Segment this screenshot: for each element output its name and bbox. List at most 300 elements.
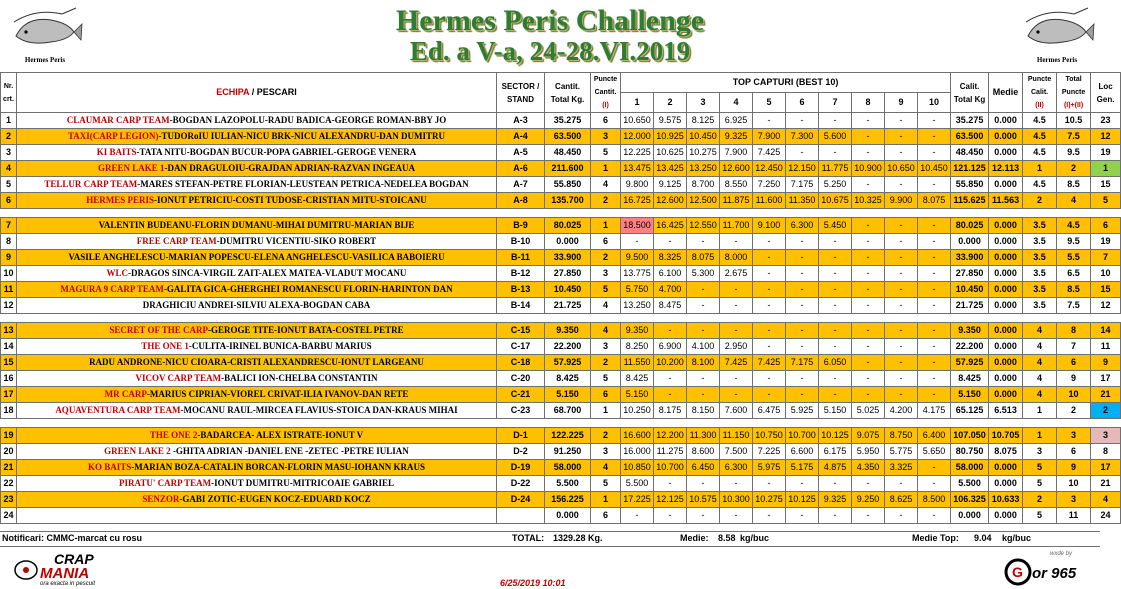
team-members: VALENTIN BUDEANU-FLORIN DUMANU-MIHAI DUMITRU-MARIAN BIJE — [98, 220, 415, 230]
capture-value: 12.550 — [687, 218, 720, 234]
crap-logo-word2: MANIA — [40, 565, 90, 582]
capture-value: 7.900 — [720, 145, 753, 161]
table-row — [1, 193, 1121, 209]
team-name: WLC — [106, 268, 129, 278]
sector-stand: C-21 — [497, 387, 545, 403]
team-cell — [17, 444, 497, 460]
capture-value: 6.450 — [687, 460, 720, 476]
calitate-total: 80.025 — [951, 218, 989, 234]
capture-value: 2.950 — [720, 339, 753, 355]
capture-value: 3.325 — [885, 460, 918, 476]
total-puncte: 7.5 — [1057, 129, 1091, 145]
medie-value: 0.000 — [989, 129, 1023, 145]
logo-caption: Hermes Peris — [24, 56, 66, 64]
row-number: 10 — [1, 266, 17, 282]
capture-value: 7.500 — [720, 444, 753, 460]
loc-general: 21 — [1091, 387, 1121, 403]
capture-value: - — [885, 234, 918, 250]
capture-value: 11.700 — [720, 218, 753, 234]
gor-logo-text: or 965 — [1032, 565, 1077, 582]
total-label: Total Puncte — [1061, 76, 1086, 96]
cantitate-total: 57.925 — [545, 355, 591, 371]
capture-value: 9.500 — [621, 250, 654, 266]
capture-value: - — [753, 371, 786, 387]
capture-value: - — [918, 266, 951, 282]
puncte-cantitate: 4 — [591, 323, 621, 339]
capture-value: - — [819, 476, 852, 492]
puncte-calitate: 3.5 — [1023, 298, 1057, 314]
team-members: VASILE ANGHELESCU-MARIAN POPESCU-ELENA ANGHELESCU-VASILICA BABOIERU — [68, 252, 445, 262]
table-row — [1, 492, 1121, 508]
capture-value: - — [720, 387, 753, 403]
sector-stand: D-22 — [497, 476, 545, 492]
total-puncte: 10 — [1057, 387, 1091, 403]
capture-value: - — [786, 145, 819, 161]
capture-value: - — [687, 371, 720, 387]
team-name: TAXI(CARP LEGION) — [67, 131, 159, 141]
capture-value: - — [753, 250, 786, 266]
loc-general: 2 — [1091, 403, 1121, 419]
capture-value: 5.300 — [687, 266, 720, 282]
row-number: 9 — [1, 250, 17, 266]
medie-value: 0.000 — [989, 339, 1023, 355]
table-row — [1, 250, 1121, 266]
page-header — [0, 0, 1100, 72]
table-row — [1, 177, 1121, 193]
capture-value: 17.225 — [621, 492, 654, 508]
medie-top-label: Medie Top: — [912, 533, 959, 543]
cantitate-total: 156.225 — [545, 492, 591, 508]
team-cell — [17, 492, 497, 508]
page-title: Hermes Peris Challenge — [395, 4, 705, 37]
cantitate-total: 63.500 — [545, 129, 591, 145]
puncte-calitate: 3.5 — [1023, 266, 1057, 282]
col-header-puncte-cantit — [591, 73, 621, 113]
total-puncte: 11 — [1057, 508, 1091, 524]
calitate-total: 55.850 — [951, 177, 989, 193]
capture-value: - — [753, 387, 786, 403]
team-cell — [17, 428, 497, 444]
sector-stand: A-3 — [497, 113, 545, 129]
capture-value: 13.425 — [654, 161, 687, 177]
capture-value: 6.925 — [720, 113, 753, 129]
capture-value: 16.600 — [621, 428, 654, 444]
puncte-calitate: 5 — [1023, 460, 1057, 476]
team-cell — [17, 113, 497, 129]
total-mark: (I)+(II) — [1063, 102, 1084, 109]
capture-value: - — [918, 145, 951, 161]
team-cell — [17, 355, 497, 371]
team-cell — [17, 460, 497, 476]
puncte-calitate: 4 — [1023, 371, 1057, 387]
capture-col-header: 10 — [918, 93, 951, 113]
team-name: AQUAVENTURA CARP TEAM — [55, 405, 181, 415]
gor-logo-small: wxde by — [1050, 551, 1073, 557]
team-cell — [17, 371, 497, 387]
capture-value: - — [918, 218, 951, 234]
capture-value: 13.475 — [621, 161, 654, 177]
sector-stand — [497, 508, 545, 524]
medie-value: 0.000 — [989, 177, 1023, 193]
capture-value: 9.100 — [753, 218, 786, 234]
capture-value: - — [786, 508, 819, 524]
calitate-total: 48.450 — [951, 145, 989, 161]
calitate-total: 5.500 — [951, 476, 989, 492]
row-number: 18 — [1, 403, 17, 419]
capture-value: - — [885, 177, 918, 193]
capture-value: - — [852, 282, 885, 298]
capture-col-header: 1 — [621, 93, 654, 113]
crap-mania-logo — [14, 548, 124, 586]
capture-value: - — [918, 339, 951, 355]
puncte-cantitate: 3 — [591, 339, 621, 355]
capture-value: 8.475 — [654, 298, 687, 314]
cantitate-total: 35.275 — [545, 113, 591, 129]
team-cell — [17, 282, 497, 298]
team-cell — [17, 298, 497, 314]
medie-value: 0.000 — [989, 508, 1023, 524]
loc-general: 10 — [1091, 266, 1121, 282]
sector-stand: C-15 — [497, 323, 545, 339]
row-number: 12 — [1, 298, 17, 314]
team-cell — [17, 129, 497, 145]
capture-value: 12.200 — [654, 428, 687, 444]
capture-value: 10.700 — [654, 460, 687, 476]
row-number: 8 — [1, 234, 17, 250]
capture-value: - — [654, 476, 687, 492]
capture-value: - — [852, 129, 885, 145]
cantitate-total: 9.350 — [545, 323, 591, 339]
cantitate-total: 0.000 — [545, 508, 591, 524]
total-puncte: 5.5 — [1057, 250, 1091, 266]
calitate-total: 8.425 — [951, 371, 989, 387]
capture-value: 8.600 — [687, 444, 720, 460]
group-separator — [1, 209, 1121, 218]
team-members: -DAN DRAGULOIU-GRAJDAN ADRIAN-RAZVAN INGEAUA — [164, 163, 416, 173]
loc-general: 15 — [1091, 282, 1121, 298]
loc-general: 15 — [1091, 177, 1121, 193]
capture-value: 10.450 — [918, 161, 951, 177]
team-members: -MOCANU RAUL-MIRCEA FLAVIUS-STOICA DAN-KRAUS MIHAI — [180, 405, 458, 415]
capture-value: 10.450 — [687, 129, 720, 145]
team-cell — [17, 145, 497, 161]
capture-value: 8.125 — [687, 113, 720, 129]
total-value: 1329.28 — [553, 533, 586, 543]
col-header-cantit: Cantit. Total Kg. — [545, 73, 591, 113]
capture-value: - — [786, 371, 819, 387]
capture-value: - — [885, 218, 918, 234]
col-header-total — [1057, 73, 1091, 113]
capture-value: - — [753, 508, 786, 524]
capture-value: 6.300 — [786, 218, 819, 234]
puncte-calitate: 3.5 — [1023, 282, 1057, 298]
capture-value: 12.125 — [654, 492, 687, 508]
medie-value: 0.000 — [989, 282, 1023, 298]
capture-value: - — [852, 298, 885, 314]
capture-value: - — [885, 250, 918, 266]
capture-value: - — [753, 476, 786, 492]
puncte-cantitate: 1 — [591, 218, 621, 234]
loc-general: 9 — [1091, 355, 1121, 371]
total-label: TOTAL: — [512, 533, 545, 543]
capture-value: 9.125 — [654, 177, 687, 193]
calitate-total: 58.000 — [951, 460, 989, 476]
loc-general: 17 — [1091, 460, 1121, 476]
capture-value: - — [720, 298, 753, 314]
capture-value: 9.800 — [621, 177, 654, 193]
puncte-cantitate: 2 — [591, 428, 621, 444]
capture-value: 6.400 — [918, 428, 951, 444]
col-header-puncte-calit — [1023, 73, 1057, 113]
table-row — [1, 355, 1121, 371]
capture-value: 10.300 — [720, 492, 753, 508]
capture-value: - — [720, 323, 753, 339]
carp-fish-icon — [1018, 6, 1096, 56]
team-members: -BADARCEA- ALEX ISTRATE-IONUT V — [197, 430, 364, 440]
row-number: 20 — [1, 444, 17, 460]
total-puncte: 2 — [1057, 403, 1091, 419]
calitate-total: 0.000 — [951, 234, 989, 250]
capture-value: 8.425 — [621, 371, 654, 387]
capture-value: 5.500 — [621, 476, 654, 492]
sector-stand: C-17 — [497, 339, 545, 355]
capture-value: 5.650 — [918, 444, 951, 460]
sector-stand: B-13 — [497, 282, 545, 298]
capture-value: - — [918, 282, 951, 298]
loc-general: 11 — [1091, 339, 1121, 355]
calitate-total: 57.925 — [951, 355, 989, 371]
row-number: 7 — [1, 218, 17, 234]
capture-value: - — [654, 508, 687, 524]
table-row — [1, 145, 1121, 161]
loc-general: 12 — [1091, 129, 1121, 145]
gor-logo-g: G — [1012, 564, 1023, 580]
capture-value: 4.875 — [819, 460, 852, 476]
puncte-calitate: 4 — [1023, 387, 1057, 403]
team-cell — [17, 266, 497, 282]
calitate-total: 33.900 — [951, 250, 989, 266]
loc-general: 5 — [1091, 193, 1121, 209]
capture-col-header: 3 — [687, 93, 720, 113]
capture-value: 6.475 — [753, 403, 786, 419]
capture-value: - — [654, 234, 687, 250]
team-members: -IONUT DUMITRU-MITRICOAIE GABRIEL — [211, 478, 395, 488]
capture-value: 10.750 — [753, 428, 786, 444]
capture-value: - — [918, 113, 951, 129]
medie-value: 11.563 — [989, 193, 1023, 209]
capture-value: - — [621, 234, 654, 250]
capture-value: - — [918, 250, 951, 266]
loc-general: 3 — [1091, 428, 1121, 444]
team-name: KI BAITS — [96, 147, 137, 157]
capture-value: 5.150 — [819, 403, 852, 419]
capture-value: - — [885, 387, 918, 403]
capture-value: 9.325 — [819, 492, 852, 508]
gor-965-logo — [1000, 548, 1092, 586]
medie-unit: kg/buc — [740, 533, 770, 543]
capture-value: 5.150 — [621, 387, 654, 403]
capture-value: 10.200 — [654, 355, 687, 371]
capture-value: - — [852, 387, 885, 403]
capture-value: - — [852, 323, 885, 339]
capture-value: 11.300 — [687, 428, 720, 444]
capture-value: - — [720, 371, 753, 387]
puncte-cantitate: 5 — [591, 145, 621, 161]
cantitate-total: 80.025 — [545, 218, 591, 234]
capture-value: - — [819, 234, 852, 250]
puncte-calitate: 5 — [1023, 508, 1057, 524]
team-members: RADU ANDRONE-NICU CIOARA-CRISTI ALEXANDRESCU-IONUT LARGEANU — [89, 357, 424, 367]
sector-stand: D-1 — [497, 428, 545, 444]
capture-value: - — [720, 476, 753, 492]
capture-value: - — [720, 508, 753, 524]
notificari-text: Notificari: CMMC-marcat cu rosu — [2, 533, 143, 543]
capture-value: - — [753, 323, 786, 339]
table-row — [1, 129, 1121, 145]
total-puncte: 9 — [1057, 371, 1091, 387]
puncte-calitate: 4.5 — [1023, 145, 1057, 161]
team-name: THE ONE 1 — [141, 341, 189, 351]
col-header-top: TOP CAPTURI (BEST 10) — [621, 73, 951, 93]
loc-general: 1 — [1091, 161, 1121, 177]
table-row — [1, 266, 1121, 282]
medie-value: 0.000 — [989, 218, 1023, 234]
capture-value: 18.500 — [621, 218, 654, 234]
capture-value: 10.900 — [852, 161, 885, 177]
puncte-cantitate: 4 — [591, 177, 621, 193]
capture-value: 12.600 — [654, 193, 687, 209]
puncte-calit-label: Puncte Calit. — [1027, 76, 1052, 96]
capture-value: 10.275 — [753, 492, 786, 508]
medie-value: 0.000 — [989, 476, 1023, 492]
total-puncte: 3 — [1057, 492, 1091, 508]
puncte-cantitate: 2 — [591, 355, 621, 371]
capture-value: 4.175 — [918, 403, 951, 419]
puncte-cantitate: 3 — [591, 444, 621, 460]
capture-value: - — [918, 234, 951, 250]
capture-value: - — [753, 113, 786, 129]
team-name: PIRATU' CARP TEAM — [118, 478, 212, 488]
team-cell — [17, 403, 497, 419]
row-number: 17 — [1, 387, 17, 403]
capture-value: 12.225 — [621, 145, 654, 161]
capture-value: 11.150 — [720, 428, 753, 444]
capture-value: 10.325 — [852, 193, 885, 209]
capture-value: - — [885, 339, 918, 355]
sector-stand: D-24 — [497, 492, 545, 508]
puncte-calitate: 1 — [1023, 161, 1057, 177]
carp-fish-icon — [6, 6, 84, 56]
sector-stand: C-20 — [497, 371, 545, 387]
team-name: MAGURA 9 CARP TEAM — [60, 284, 164, 294]
capture-value: 8.075 — [918, 193, 951, 209]
row-number: 13 — [1, 323, 17, 339]
puncte-calitate: 3 — [1023, 444, 1057, 460]
calitate-total: 21.725 — [951, 298, 989, 314]
total-puncte: 6.5 — [1057, 266, 1091, 282]
table-row — [1, 298, 1121, 314]
cantitate-total: 48.450 — [545, 145, 591, 161]
capture-value: - — [687, 234, 720, 250]
team-members: -MARES STEFAN-PETRE FLORIAN-LEUSTEAN PETRICA-NEDELEA BOGDAN — [137, 179, 469, 189]
capture-value: 4.100 — [687, 339, 720, 355]
puncte-cantitate: 4 — [591, 460, 621, 476]
capture-value: - — [852, 371, 885, 387]
capture-value: 16.425 — [654, 218, 687, 234]
row-number: 2 — [1, 129, 17, 145]
team-name: FREE CARP TEAM — [136, 236, 217, 246]
crap-logo-word1: CRAP — [54, 551, 94, 567]
capture-value: - — [819, 298, 852, 314]
row-number: 23 — [1, 492, 17, 508]
team-members: -IONUT PETRICIU-COSTI TUDOSE-CRISTIAN MITU-STOICANU — [153, 195, 427, 205]
capture-value: 5.250 — [819, 177, 852, 193]
team-cell — [17, 339, 497, 355]
loc-general: 23 — [1091, 113, 1121, 129]
capture-value: 8.625 — [885, 492, 918, 508]
capture-value: 7.425 — [720, 355, 753, 371]
capture-value: - — [885, 145, 918, 161]
puncte-calitate: 4 — [1023, 339, 1057, 355]
capture-value: 8.750 — [885, 428, 918, 444]
loc-general: 12 — [1091, 298, 1121, 314]
table-row — [1, 403, 1121, 419]
puncte-cantitate: 6 — [591, 508, 621, 524]
capture-value: 11.550 — [621, 355, 654, 371]
team-name: MR CARP — [104, 389, 147, 399]
puncte-calitate: 5 — [1023, 476, 1057, 492]
capture-value: 8.175 — [654, 403, 687, 419]
capture-value: - — [687, 298, 720, 314]
medie-top-unit: kg/buc — [1002, 533, 1032, 543]
capture-value: - — [687, 476, 720, 492]
logo-caption: Hermes Peris — [1036, 56, 1078, 64]
calitate-total: 10.450 — [951, 282, 989, 298]
team-cell — [17, 234, 497, 250]
puncte-cantitate: 1 — [591, 403, 621, 419]
sector-stand: B-12 — [497, 266, 545, 282]
capture-value: 7.900 — [753, 129, 786, 145]
sector-stand: A-6 — [497, 161, 545, 177]
capture-value: - — [687, 387, 720, 403]
capture-value: - — [687, 323, 720, 339]
sector-stand: C-18 — [497, 355, 545, 371]
capture-value: - — [918, 129, 951, 145]
loc-general: 17 — [1091, 371, 1121, 387]
col-header-loc: Loc Gen. — [1091, 73, 1121, 113]
team-name: TELLUR CARP TEAM — [44, 179, 138, 189]
medie-value: 12.113 — [989, 161, 1023, 177]
capture-value: - — [786, 476, 819, 492]
capture-value: 8.700 — [687, 177, 720, 193]
capture-value: 7.225 — [753, 444, 786, 460]
capture-value: 6.100 — [654, 266, 687, 282]
capture-value: - — [687, 508, 720, 524]
capture-value: - — [852, 339, 885, 355]
capture-value: - — [852, 266, 885, 282]
total-puncte: 10 — [1057, 476, 1091, 492]
capture-value: - — [819, 250, 852, 266]
total-puncte: 4.5 — [1057, 218, 1091, 234]
capture-value: - — [654, 371, 687, 387]
puncte-calitate: 4 — [1023, 355, 1057, 371]
puncte-cantitate: 3 — [591, 266, 621, 282]
team-cell — [17, 508, 497, 524]
capture-value: - — [753, 339, 786, 355]
team-cell — [17, 387, 497, 403]
capture-value: 16.000 — [621, 444, 654, 460]
total-puncte: 8.5 — [1057, 282, 1091, 298]
